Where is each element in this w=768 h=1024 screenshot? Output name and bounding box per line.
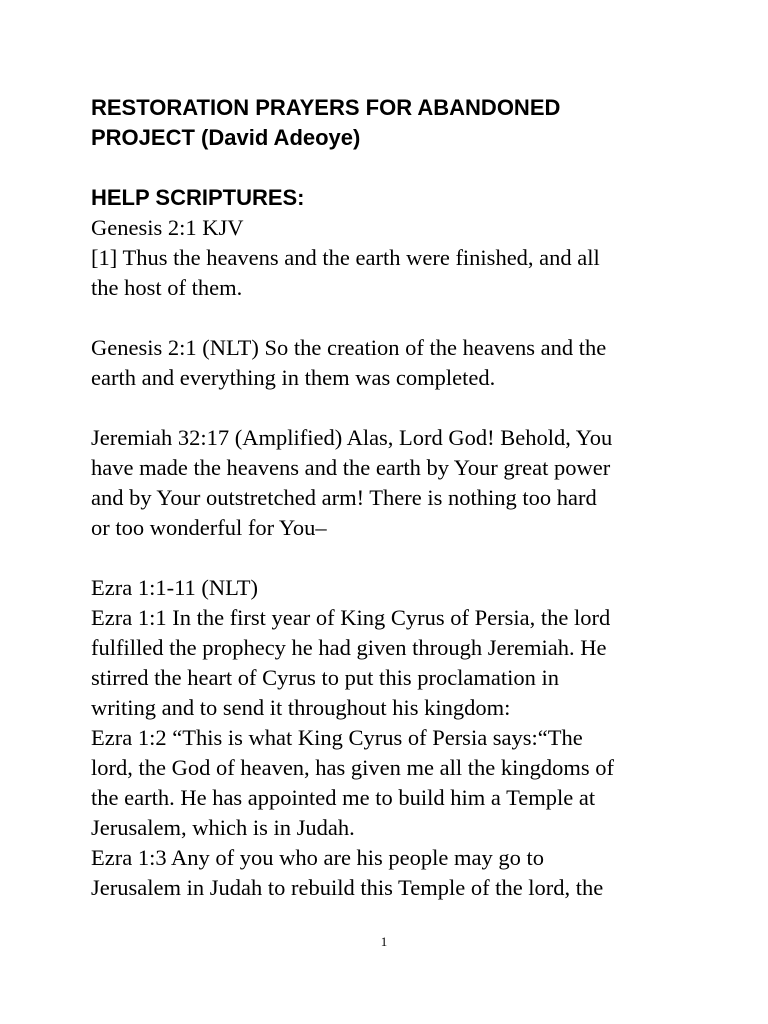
title-line-1: RESTORATION PRAYERS FOR ABANDONED <box>91 95 561 120</box>
body-line: Ezra 1:2 “This is what King Cyrus of Persia says:“The <box>91 725 583 750</box>
body-line: Jerusalem in Judah to rebuild this Temple of the lord, the <box>91 875 604 900</box>
body-line: have made the heavens and the earth by Your great power <box>91 455 611 480</box>
body-line: stirred the heart of Cyrus to put this proclamation in <box>91 665 560 690</box>
body-line: Jerusalem, which is in Judah. <box>91 815 355 840</box>
body-line: the host of them. <box>91 275 243 300</box>
page-number: 1 <box>380 934 388 949</box>
body-line: earth and everything in them was completed. <box>91 365 496 390</box>
body-line: lord, the God of heaven, has given me all the kingdoms of <box>91 755 615 780</box>
body-line: or too wonderful for You– <box>91 515 327 540</box>
body-line: Jeremiah 32:17 (Amplified) Alas, Lord God! Behold, You <box>91 425 613 450</box>
paragraph-gap <box>91 543 691 573</box>
body-line: [1] Thus the heavens and the earth were finished, and all <box>91 245 600 270</box>
body-line: Ezra 1:3 Any of you who are his people may go to <box>91 845 545 870</box>
body-line: writing and to send it throughout his kingdom: <box>91 695 511 720</box>
title-line-2: PROJECT (David Adeoye) <box>91 125 361 150</box>
section-heading: HELP SCRIPTURES: <box>91 185 305 210</box>
body-line: Genesis 2:1 (NLT) So the creation of the heavens and the <box>91 335 607 360</box>
body-line: Ezra 1:1 In the first year of King Cyrus of Persia, the lord <box>91 605 611 630</box>
body-line: and by Your outstretched arm! There is nothing too hard <box>91 485 597 510</box>
paragraph-gap <box>91 303 691 333</box>
page-content <box>91 93 691 903</box>
body-line: the earth. He has appointed me to build him a Temple at <box>91 785 596 810</box>
body-line: fulfilled the prophecy he had given through Jeremiah. He <box>91 635 607 660</box>
body-line: Ezra 1:1-11 (NLT) <box>91 575 259 600</box>
paragraph-gap <box>91 393 691 423</box>
body-line: Genesis 2:1 KJV <box>91 215 244 240</box>
body-text <box>91 213 691 903</box>
